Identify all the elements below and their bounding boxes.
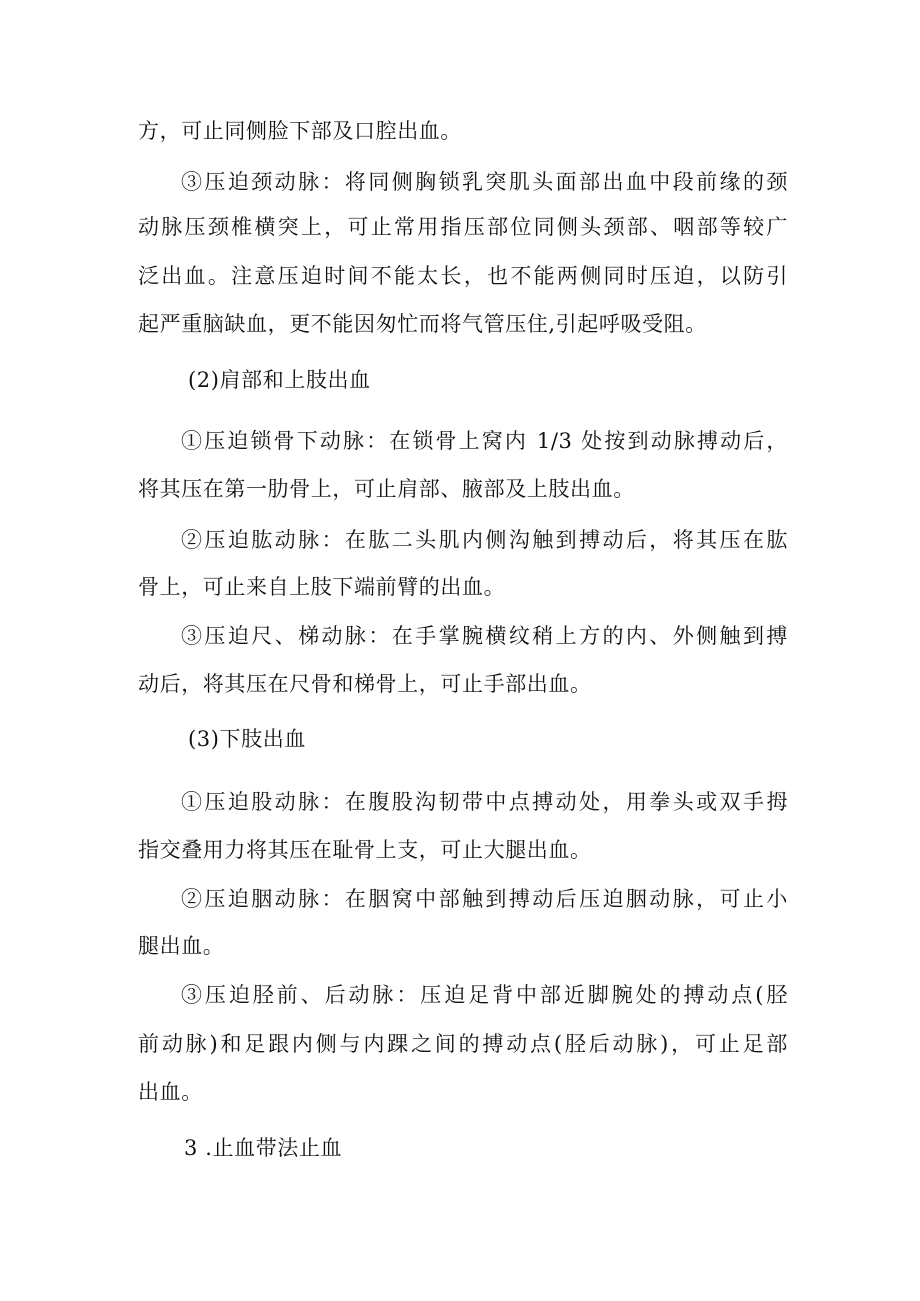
text-line-18: ③压迫胫前、后动脉：压迫足背中部近脚腕处的搏动点(胫 bbox=[181, 983, 788, 1007]
text-line-17: 腿出血。 bbox=[138, 934, 225, 958]
text-line-4: 泛出血。注意压迫时间不能太长，也不能两侧同时压迫，以防引 bbox=[138, 264, 788, 288]
text-line-7: ①压迫锁骨下动脉：在锁骨上窝内 1/3 处按到动脉搏动后， bbox=[181, 429, 788, 453]
text-line-5: 起严重脑缺血，更不能因匆忙而将气管压住,引起呼吸受阻。 bbox=[138, 312, 707, 336]
section-heading-shoulder: (2)肩部和上肢出血 bbox=[188, 368, 371, 392]
text-line-12: 动后，将其压在尺骨和梯骨上，可止手部出血。 bbox=[138, 672, 592, 696]
text-line-9: ②压迫肱动脉：在肱二头肌内侧沟触到搏动后，将其压在肱 bbox=[181, 528, 788, 552]
text-line-20: 出血。 bbox=[138, 1080, 203, 1104]
text-line-3: 动脉压颈椎横突上，可止常用指压部位同侧头颈部、咽部等较广 bbox=[138, 215, 788, 239]
text-line-15: 指交叠用力将其压在耻骨上支，可止大腿出血。 bbox=[138, 838, 592, 862]
text-line-1: 方，可止同侧脸下部及口腔出血。 bbox=[138, 119, 462, 143]
text-line-10: 骨上，可止来自上肢下端前臂的出血。 bbox=[138, 575, 506, 599]
text-line-8: 将其压在第一肋骨上，可止肩部、腋部及上肢出血。 bbox=[138, 477, 635, 501]
text-line-16: ②压迫胭动脉：在胭窝中部触到搏动后压迫胭动脉，可止小 bbox=[181, 887, 788, 911]
text-line-2: ③压迫颈动脉：将同侧胸锁乳突肌头面部出血中段前缘的颈 bbox=[181, 170, 788, 194]
text-line-19: 前动脉)和足跟内侧与内踝之间的搏动点(胫后动脉)，可止足部 bbox=[138, 1032, 788, 1056]
text-line-11: ③压迫尺、梯动脉：在手掌腕横纹稍上方的内、外侧触到搏 bbox=[181, 624, 788, 648]
section-heading-lower-limb: (3)下肢出血 bbox=[188, 727, 306, 751]
text-line-14: ①压迫股动脉：在腹股沟韧带中点搏动处，用拳头或双手拇 bbox=[181, 790, 788, 814]
section-heading-tourniquet: 3 .止血带法止血 bbox=[184, 1136, 343, 1160]
